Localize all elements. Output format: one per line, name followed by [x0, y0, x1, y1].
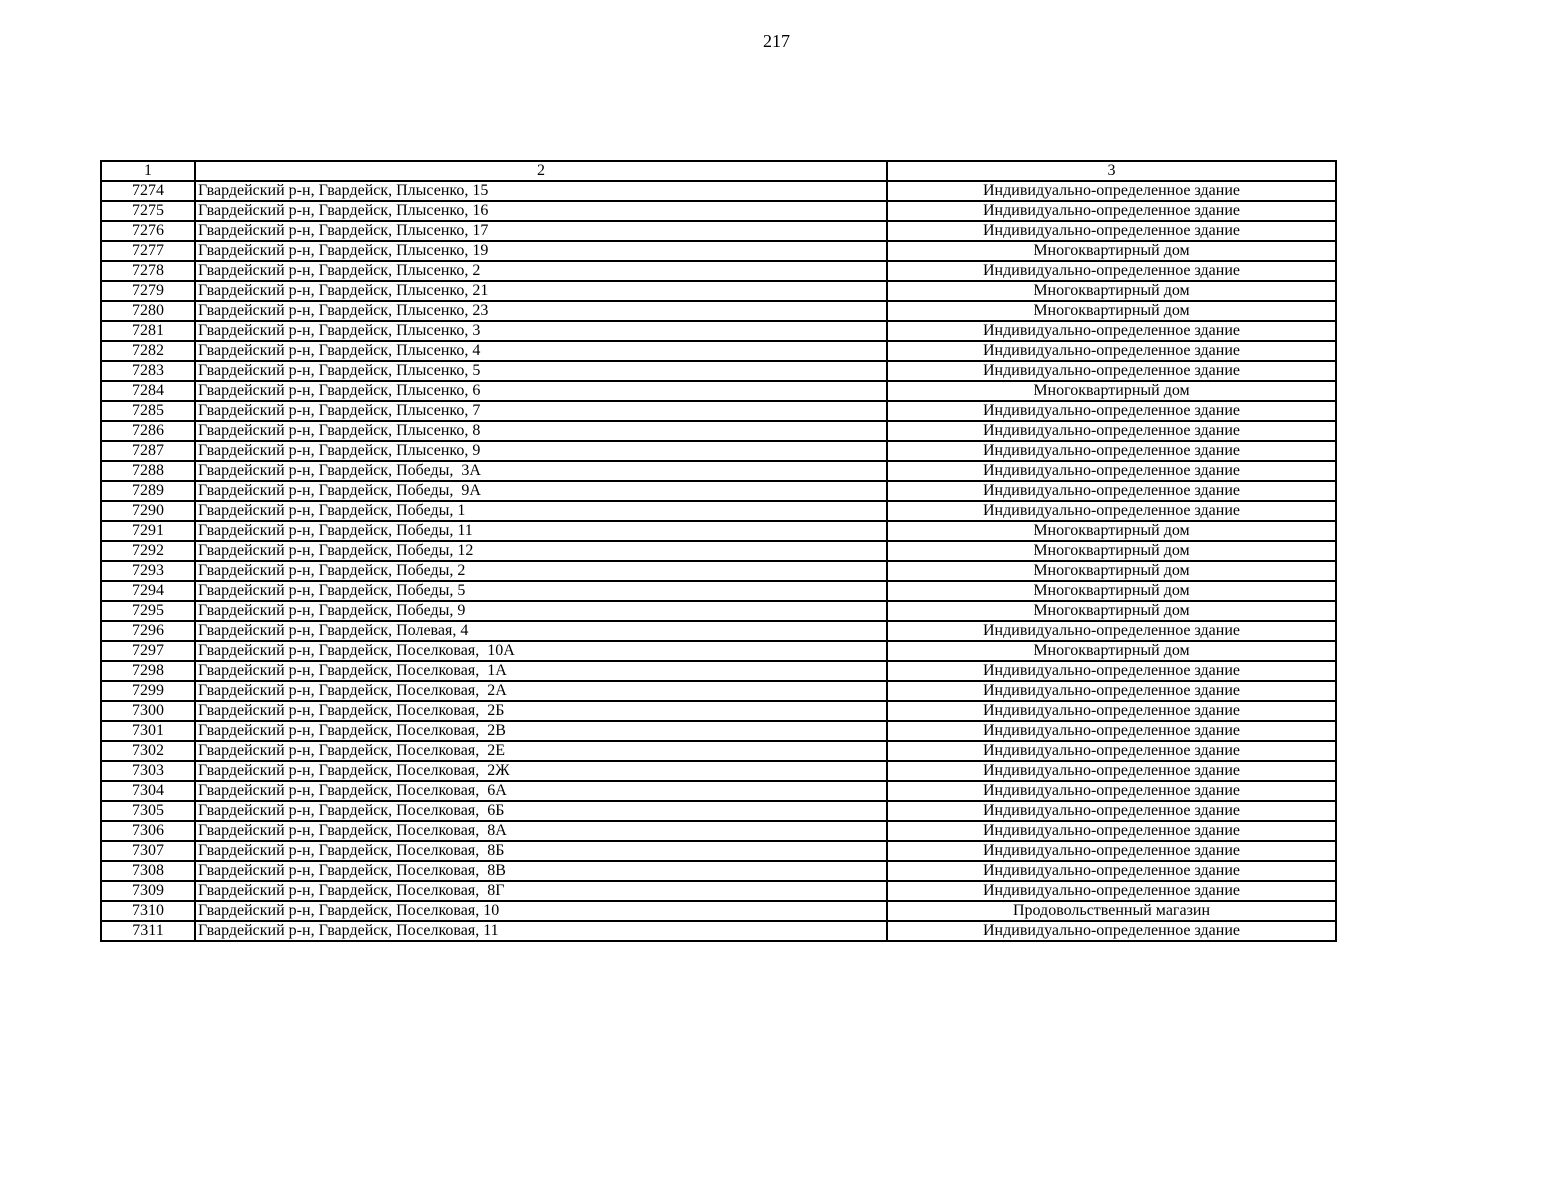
- building-type-cell: Индивидуально-определенное здание: [887, 481, 1336, 501]
- row-number-cell: 7297: [101, 641, 195, 661]
- row-number-cell: 7293: [101, 561, 195, 581]
- building-type-cell: Индивидуально-определенное здание: [887, 801, 1336, 821]
- table-row: [101, 661, 1336, 681]
- building-type-cell: Многоквартирный дом: [887, 541, 1336, 561]
- row-number-cell: 7310: [101, 901, 195, 921]
- row-number-cell: 7283: [101, 361, 195, 381]
- table-row: [101, 601, 1336, 621]
- building-type-cell: Многоквартирный дом: [887, 641, 1336, 661]
- table-row: [101, 221, 1336, 241]
- building-type-cell: Индивидуально-определенное здание: [887, 921, 1336, 941]
- table-row: [101, 581, 1336, 601]
- building-type-cell: Индивидуально-определенное здание: [887, 821, 1336, 841]
- address-cell: Гвардейский р-н, Гвардейск, Поселковая, 2Е: [195, 741, 887, 761]
- table-row: [101, 901, 1336, 921]
- table-row: [101, 721, 1336, 741]
- table-row: [101, 261, 1336, 281]
- row-number-cell: 7276: [101, 221, 195, 241]
- address-cell: Гвардейский р-н, Гвардейск, Победы, 2: [195, 561, 887, 581]
- table-row: [101, 181, 1336, 201]
- column-header-3: 3: [887, 161, 1336, 181]
- row-number-cell: 7303: [101, 761, 195, 781]
- table-row: [101, 881, 1336, 901]
- row-number-cell: 7302: [101, 741, 195, 761]
- building-type-cell: Индивидуально-определенное здание: [887, 441, 1336, 461]
- row-number-cell: 7278: [101, 261, 195, 281]
- row-number-cell: 7307: [101, 841, 195, 861]
- address-cell: Гвардейский р-н, Гвардейск, Поселковая, 10: [195, 901, 887, 921]
- row-number-cell: 7304: [101, 781, 195, 801]
- table-row: [101, 341, 1336, 361]
- address-cell: Гвардейский р-н, Гвардейск, Плысенко, 16: [195, 201, 887, 221]
- address-cell: Гвардейский р-н, Гвардейск, Плысенко, 6: [195, 381, 887, 401]
- table-row: [101, 441, 1336, 461]
- address-cell: Гвардейский р-н, Гвардейск, Победы, 5: [195, 581, 887, 601]
- address-cell: Гвардейский р-н, Гвардейск, Поселковая, 8В: [195, 861, 887, 881]
- building-type-cell: Индивидуально-определенное здание: [887, 221, 1336, 241]
- building-type-cell: Многоквартирный дом: [887, 521, 1336, 541]
- address-cell: Гвардейский р-н, Гвардейск, Плысенко, 8: [195, 421, 887, 441]
- address-cell: Гвардейский р-н, Гвардейск, Плысенко, 2: [195, 261, 887, 281]
- row-number-cell: 7289: [101, 481, 195, 501]
- row-number-cell: 7299: [101, 681, 195, 701]
- row-number-cell: 7301: [101, 721, 195, 741]
- building-type-cell: Продовольственный магазин: [887, 901, 1336, 921]
- building-type-cell: Индивидуально-определенное здание: [887, 841, 1336, 861]
- table-row: [101, 461, 1336, 481]
- building-type-cell: Индивидуально-определенное здание: [887, 621, 1336, 641]
- address-cell: Гвардейский р-н, Гвардейск, Плысенко, 3: [195, 321, 887, 341]
- table-row: [101, 381, 1336, 401]
- row-number-cell: 7291: [101, 521, 195, 541]
- building-type-cell: Индивидуально-определенное здание: [887, 321, 1336, 341]
- row-number-cell: 7290: [101, 501, 195, 521]
- row-number-cell: 7311: [101, 921, 195, 941]
- address-cell: Гвардейский р-н, Гвардейск, Поселковая, 10А: [195, 641, 887, 661]
- table-row: [101, 541, 1336, 561]
- address-cell: Гвардейский р-н, Гвардейск, Плысенко, 4: [195, 341, 887, 361]
- table-row: [101, 921, 1336, 941]
- address-cell: Гвардейский р-н, Гвардейск, Победы, 11: [195, 521, 887, 541]
- address-cell: Гвардейский р-н, Гвардейск, Плысенко, 21: [195, 281, 887, 301]
- row-number-cell: 7282: [101, 341, 195, 361]
- building-type-cell: Индивидуально-определенное здание: [887, 421, 1336, 441]
- row-number-cell: 7274: [101, 181, 195, 201]
- address-cell: Гвардейский р-н, Гвардейск, Поселковая, 8Б: [195, 841, 887, 861]
- address-cell: Гвардейский р-н, Гвардейск, Победы, 1: [195, 501, 887, 521]
- table-row: [101, 761, 1336, 781]
- address-cell: Гвардейский р-н, Гвардейск, Победы, 9: [195, 601, 887, 621]
- row-number-cell: 7294: [101, 581, 195, 601]
- column-header-2: 2: [195, 161, 887, 181]
- row-number-cell: 7296: [101, 621, 195, 641]
- address-cell: Гвардейский р-н, Гвардейск, Победы, 9А: [195, 481, 887, 501]
- building-type-cell: Индивидуально-определенное здание: [887, 701, 1336, 721]
- page-number: 217: [763, 31, 790, 51]
- address-cell: Гвардейский р-н, Гвардейск, Плысенко, 15: [195, 181, 887, 201]
- row-number-cell: 7285: [101, 401, 195, 421]
- row-number-cell: 7288: [101, 461, 195, 481]
- address-cell: Гвардейский р-н, Гвардейск, Плысенко, 19: [195, 241, 887, 261]
- row-number-cell: 7298: [101, 661, 195, 681]
- building-type-cell: Индивидуально-определенное здание: [887, 261, 1336, 281]
- table-row: [101, 861, 1336, 881]
- table-row: [101, 241, 1336, 261]
- table-row: [101, 701, 1336, 721]
- table-row: [101, 321, 1336, 341]
- table-body: [101, 161, 1336, 941]
- row-number-cell: 7305: [101, 801, 195, 821]
- table-row: [101, 521, 1336, 541]
- address-cell: Гвардейский р-н, Гвардейск, Поселковая, 6Б: [195, 801, 887, 821]
- table-row: [101, 401, 1336, 421]
- address-cell: Гвардейский р-н, Гвардейск, Плысенко, 5: [195, 361, 887, 381]
- building-type-cell: Индивидуально-определенное здание: [887, 401, 1336, 421]
- building-type-cell: Многоквартирный дом: [887, 241, 1336, 261]
- table-row: [101, 421, 1336, 441]
- building-type-cell: Индивидуально-определенное здание: [887, 341, 1336, 361]
- table-row: [101, 501, 1336, 521]
- row-number-cell: 7300: [101, 701, 195, 721]
- row-number-cell: 7309: [101, 881, 195, 901]
- row-number-cell: 7286: [101, 421, 195, 441]
- building-type-cell: Индивидуально-определенное здание: [887, 681, 1336, 701]
- address-cell: Гвардейский р-н, Гвардейск, Поселковая, 2Б: [195, 701, 887, 721]
- building-type-cell: Многоквартирный дом: [887, 281, 1336, 301]
- address-cell: Гвардейский р-н, Гвардейск, Плысенко, 9: [195, 441, 887, 461]
- building-type-cell: Индивидуально-определенное здание: [887, 501, 1336, 521]
- row-number-cell: 7281: [101, 321, 195, 341]
- building-type-cell: Многоквартирный дом: [887, 601, 1336, 621]
- address-cell: Гвардейский р-н, Гвардейск, Поселковая, 6А: [195, 781, 887, 801]
- building-type-cell: Многоквартирный дом: [887, 561, 1336, 581]
- building-type-cell: Индивидуально-определенное здание: [887, 661, 1336, 681]
- address-cell: Гвардейский р-н, Гвардейск, Плысенко, 17: [195, 221, 887, 241]
- row-number-cell: 7275: [101, 201, 195, 221]
- address-cell: Гвардейский р-н, Гвардейск, Поселковая, 8А: [195, 821, 887, 841]
- table-row: [101, 801, 1336, 821]
- property-table: [100, 160, 1337, 942]
- table-row: [101, 561, 1336, 581]
- row-number-cell: 7279: [101, 281, 195, 301]
- table-row: [101, 201, 1336, 221]
- building-type-cell: Индивидуально-определенное здание: [887, 761, 1336, 781]
- address-cell: Гвардейский р-н, Гвардейск, Поселковая, 8Г: [195, 881, 887, 901]
- table-row: [101, 281, 1336, 301]
- column-header-1: 1: [101, 161, 195, 181]
- address-cell: Гвардейский р-н, Гвардейск, Поселковая, 11: [195, 921, 887, 941]
- address-cell: Гвардейский р-н, Гвардейск, Поселковая, 2Ж: [195, 761, 887, 781]
- row-number-cell: 7284: [101, 381, 195, 401]
- building-type-cell: Индивидуально-определенное здание: [887, 741, 1336, 761]
- building-type-cell: Индивидуально-определенное здание: [887, 721, 1336, 741]
- building-type-cell: Индивидуально-определенное здание: [887, 181, 1336, 201]
- row-number-cell: 7308: [101, 861, 195, 881]
- address-cell: Гвардейский р-н, Гвардейск, Плысенко, 7: [195, 401, 887, 421]
- row-number-cell: 7277: [101, 241, 195, 261]
- row-number-cell: 7287: [101, 441, 195, 461]
- table-row: [101, 301, 1336, 321]
- address-cell: Гвардейский р-н, Гвардейск, Полевая, 4: [195, 621, 887, 641]
- table-row: [101, 621, 1336, 641]
- table-row: [101, 481, 1336, 501]
- row-number-cell: 7306: [101, 821, 195, 841]
- row-number-cell: 7295: [101, 601, 195, 621]
- address-cell: Гвардейский р-н, Гвардейск, Поселковая, 1А: [195, 661, 887, 681]
- table-row: [101, 821, 1336, 841]
- table-header-row: [101, 161, 1336, 181]
- table-row: [101, 641, 1336, 661]
- row-number-cell: 7292: [101, 541, 195, 561]
- building-type-cell: Индивидуально-определенное здание: [887, 781, 1336, 801]
- table-row: [101, 781, 1336, 801]
- row-number-cell: 7280: [101, 301, 195, 321]
- building-type-cell: Многоквартирный дом: [887, 301, 1336, 321]
- address-cell: Гвардейский р-н, Гвардейск, Победы, 12: [195, 541, 887, 561]
- building-type-cell: Индивидуально-определенное здание: [887, 201, 1336, 221]
- building-type-cell: Многоквартирный дом: [887, 381, 1336, 401]
- building-type-cell: Индивидуально-определенное здание: [887, 861, 1336, 881]
- building-type-cell: Индивидуально-определенное здание: [887, 461, 1336, 481]
- table-row: [101, 841, 1336, 861]
- building-type-cell: Многоквартирный дом: [887, 581, 1336, 601]
- table-row: [101, 741, 1336, 761]
- address-cell: Гвардейский р-н, Гвардейск, Победы, 3А: [195, 461, 887, 481]
- building-type-cell: Индивидуально-определенное здание: [887, 361, 1336, 381]
- address-cell: Гвардейский р-н, Гвардейск, Поселковая, 2В: [195, 721, 887, 741]
- address-cell: Гвардейский р-н, Гвардейск, Поселковая, 2А: [195, 681, 887, 701]
- building-type-cell: Индивидуально-определенное здание: [887, 881, 1336, 901]
- address-cell: Гвардейский р-н, Гвардейск, Плысенко, 23: [195, 301, 887, 321]
- table-row: [101, 681, 1336, 701]
- table-row: [101, 361, 1336, 381]
